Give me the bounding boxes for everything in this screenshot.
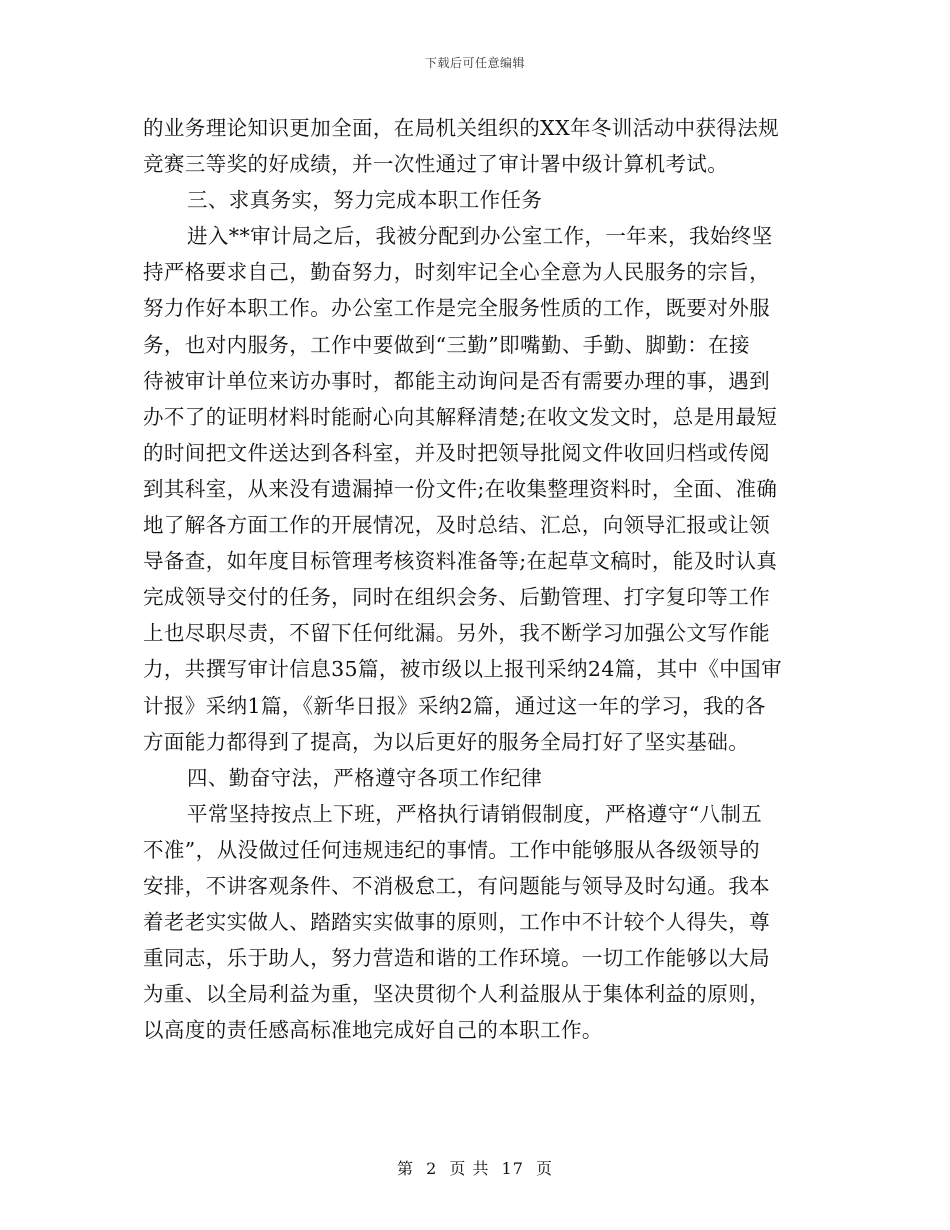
paragraph-line: 的时间把文件送达到各科室，并及时把领导批阅文件收回归档或传阅 [143, 440, 770, 465]
footer-prefix: 第 [396, 1159, 414, 1178]
paragraph-line: 重同志，乐于助人，努力营造和谐的工作环境。一切工作能够以大局 [143, 946, 770, 971]
paragraph-line: 平常坚持按点上下班，严格执行请销假制度，严格遵守“八制五 [187, 801, 763, 826]
total-pages-number: 17 [501, 1159, 524, 1178]
paragraph-line: 到其科室，从来没有遗漏掉一份文件;在收集整理资料时，全面、准确 [143, 476, 778, 501]
paragraph-line: 务，也对内服务，工作中要做到“三勤”即嘴勤、手勤、脚勤：在接 [143, 332, 750, 357]
paragraph-line: 方面能力都得到了提高，为以后更好的服务全局打好了坚实基础。 [143, 729, 750, 754]
paragraph-line: 力，共撰写审计信息35篇，被市级以上报刊采纳24篇，其中《中国审 [143, 657, 782, 682]
section-heading: 四、勤奋守法，严格遵守各项工作纪律 [187, 765, 543, 790]
paragraph-line: 安排，不讲客观条件、不消极怠工，有问题能与领导及时勾通。我本 [143, 873, 770, 898]
paragraph-line: 地了解各方面工作的开展情况，及时总结、汇总，向领导汇报或让领 [143, 513, 770, 538]
paragraph-line: 进入**审计局之后，我被分配到办公室工作，一年来，我始终坚 [187, 224, 773, 249]
paragraph-line: 待被审计单位来访办事时，都能主动询问是否有需要办理的事，遇到 [143, 368, 770, 393]
header-note: 下载后可任意编辑 [424, 56, 525, 70]
section-heading: 三、求真务实，努力完成本职工作任务 [187, 188, 543, 213]
paragraph-line: 上也尽职尽责，不留下任何纰漏。另外，我不断学习加强公文写作能 [143, 621, 770, 646]
footer-suffix: 页 [536, 1159, 554, 1178]
paragraph-line: 的业务理论知识更加全面，在局机关组织的XX年冬训活动中获得法规 [143, 116, 780, 140]
paragraph-line: 努力作好本职工作。办公室工作是完全服务性质的工作，既要对外服 [143, 296, 770, 321]
paragraph-line: 着老老实实做人、踏踏实实做事的原则，工作中不计较个人得失，尊 [143, 910, 770, 935]
page-footer [0, 1156, 950, 1179]
footer-middle: 页 共 [449, 1159, 490, 1178]
paragraph-line: 不准”，从没做过任何违规违纪的事情。工作中能够服从各级领导的 [143, 837, 760, 862]
paragraph-line: 办不了的证明材料时能耐心向其解释清楚;在收文发文时，总是用最短 [143, 404, 778, 429]
paragraph-line: 以高度的责任感高标准地完成好自己的本职工作。 [143, 1018, 603, 1043]
paragraph-line: 竞赛三等奖的好成绩，并一次性通过了审计署中级计算机考试。 [143, 152, 729, 177]
paragraph-line: 计报》采纳1篇，《新华日报》采纳2篇，通过这一年的学习，我的各 [143, 693, 766, 718]
paragraph-line: 为重、以全局利益为重，坚决贯彻个人利益服从于集体利益的原则， [143, 982, 770, 1007]
paragraph-line: 导备查，如年度目标管理考核资料准备等;在起草文稿时，能及时认真 [143, 549, 778, 574]
paragraph-line: 持严格要求自己，勤奋努力，时刻牢记全心全意为人民服务的宗旨， [143, 260, 770, 285]
current-page-number: 2 [426, 1159, 438, 1178]
body-text [143, 110, 813, 1048]
paragraph-line: 完成领导交付的任务，同时在组织会务、后勤管理、打字复印等工作 [143, 585, 770, 610]
